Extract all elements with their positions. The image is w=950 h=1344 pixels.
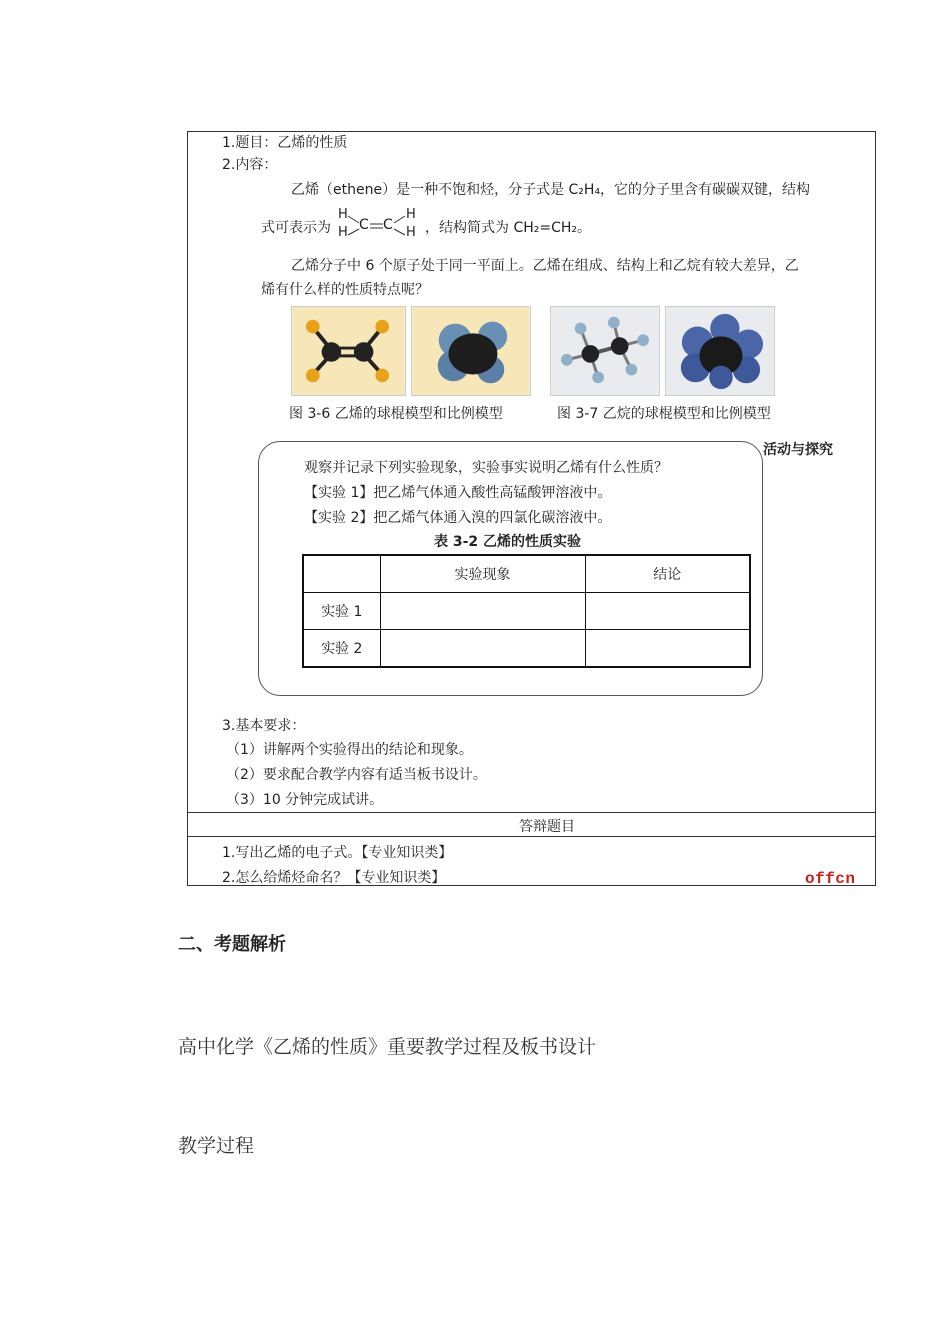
defense-header: 答辩题目 [519,819,575,835]
ethylene-ball-stick-model [291,306,406,396]
section-heading: 二、考题解析 [178,934,286,955]
offcn-watermark-logo: offcn [805,870,856,888]
cell-blank[interactable] [585,593,750,630]
ethane-space-filling-model [665,306,775,396]
formula-h-top-right: H [406,207,416,222]
col-header-conclusion: 结论 [585,555,750,593]
divider [188,812,875,813]
formula-h-bottom-right: H [406,225,416,240]
experiment-2-text: 【实验 2】把乙烯气体通入溴的四氯化碳溶液中。 [304,510,612,526]
table-corner-cell [303,555,380,593]
ethane-ball-stick-model [550,306,660,396]
activity-label: 活动与探究 [763,442,833,458]
article-title: 高中化学《乙烯的性质》重要教学过程及板书设计 [178,1036,597,1058]
requirement-2: （2）要求配合教学内容有适当板书设计。 [226,767,487,783]
structural-formula [338,208,424,244]
requirement-1: （1）讲解两个实验得出的结论和现象。 [226,742,473,758]
topic-line: 1.题目：乙烯的性质 [222,135,348,151]
table-row [303,630,750,668]
intro-line-1: 乙烯（ethene）是一种不饱和烃，分子式是 C₂H₄，它的分子里含有碳碳双键，结构 [291,182,811,198]
defense-question-1: 1.写出乙烯的电子式。【专业知识类】 [222,845,453,861]
formula-c-right: C [383,217,393,233]
para2-line-1: 乙烯分子中 6 个原子处于同一平面上。乙烯在组成、结构上和乙烷有较大差异，乙 [291,258,799,274]
formula-h-top-left: H [338,207,348,222]
defense-question-2: 2.怎么给烯烃命名？【专业知识类】 [222,870,446,886]
row-header-experiment-1: 实验 1 [303,593,380,630]
requirement-3: （3）10 分钟完成试讲。 [226,792,384,808]
caption-fig-3-7: 图 3-7 乙烷的球棍模型和比例模型 [557,406,771,422]
formula-h-bottom-left: H [338,225,348,240]
cell-blank[interactable] [380,593,585,630]
ethylene-space-filling-model [411,306,531,396]
content-label: 2.内容： [222,157,278,173]
intro-line-2-pre: 式可表示为 [261,220,331,236]
para2-line-2: 烯有什么样的性质特点呢？ [261,282,429,298]
activity-prompt: 观察并记录下列实验现象，实验事实说明乙烯有什么性质？ [304,460,668,476]
col-header-phenomenon: 实验现象 [380,555,585,593]
table-row [303,555,750,593]
subheading-teaching-process: 教学过程 [178,1135,255,1157]
table-row [303,593,750,630]
experiment-table [302,554,751,668]
exam-question-box [187,131,876,886]
intro-line-2-post: ，结构简式为 CH₂=CH₂。 [425,220,592,236]
caption-fig-3-6: 图 3-6 乙烯的球棍模型和比例模型 [289,406,503,422]
formula-c-left: C [359,217,369,233]
table-title: 表 3-2 乙烯的性质实验 [434,534,582,550]
cell-blank[interactable] [380,630,585,668]
experiment-1-text: 【实验 1】把乙烯气体通入酸性高锰酸钾溶液中。 [304,485,612,501]
cell-blank[interactable] [585,630,750,668]
formula-bonds [338,208,424,244]
requirements-label: 3.基本要求： [222,718,306,734]
divider [188,836,875,837]
row-header-experiment-2: 实验 2 [303,630,380,668]
